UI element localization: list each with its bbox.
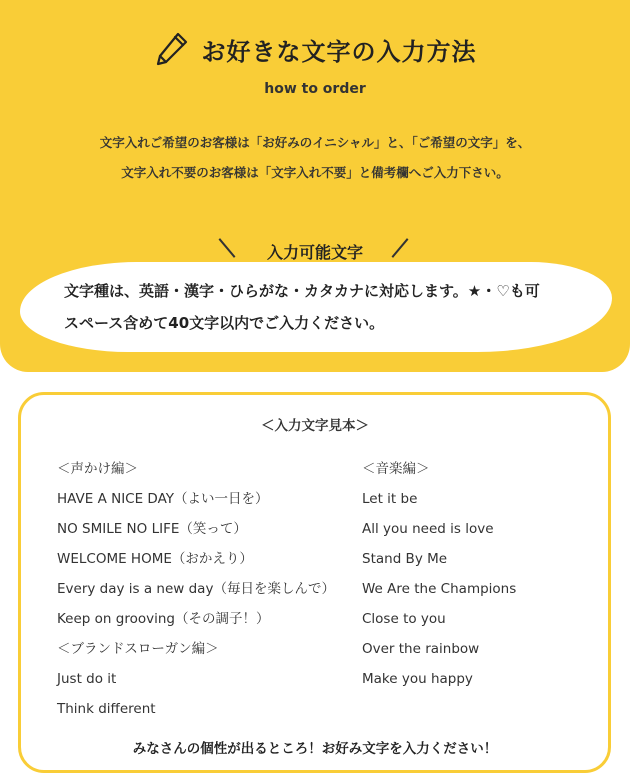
page-title: お好きな文字の入力方法 xyxy=(201,37,477,66)
sample-item: ＜音楽編＞ xyxy=(362,461,430,477)
closing-message: みなさんの個性が出るところ！お好み文字を入力ください！ xyxy=(132,741,498,757)
sample-item: Every day is a new day（毎日を楽しんで） xyxy=(57,581,335,597)
intro-text xyxy=(0,128,630,188)
sample-item: Over the rainbow xyxy=(362,641,480,657)
available-chars-bubble xyxy=(20,262,612,352)
sample-item: Keep on grooving（その調子！） xyxy=(57,611,270,627)
sample-item: Stand By Me xyxy=(362,551,448,567)
title-row xyxy=(0,30,630,68)
available-chars-heading: 入力可能文字 xyxy=(266,243,363,262)
sample-item: All you need is love xyxy=(362,521,494,537)
sample-list-left xyxy=(57,458,335,728)
sample-title: ＜入力文字見本＞ xyxy=(261,418,369,434)
sample-list-right xyxy=(362,458,516,698)
sample-item: We Are the Champions xyxy=(362,581,517,597)
page-subtitle: how to order xyxy=(264,81,366,97)
available-chars-line: スペース含めて40文字以内でご入力ください。 xyxy=(64,314,385,332)
sample-item: Make you happy xyxy=(362,671,473,687)
sample-item: Think different xyxy=(57,701,156,717)
sample-item: ＜ブランドスローガン編＞ xyxy=(57,641,219,657)
sample-item: HAVE A NICE DAY（よい一日を） xyxy=(57,491,269,507)
sample-item: Just do it xyxy=(57,671,117,687)
sample-item: NO SMILE NO LIFE（笑って） xyxy=(57,521,247,537)
sample-item: ＜声かけ編＞ xyxy=(57,461,138,477)
intro-line: 文字入れご希望のお客様は「お好みのイニシャル」と、「ご希望の文字」を、 xyxy=(99,135,531,150)
pencil-icon xyxy=(154,30,190,68)
available-chars-line: 文字種は、英語・漢字・ひらがな・カタカナに対応します。★・♡も可 xyxy=(64,282,540,300)
sample-item: Close to you xyxy=(362,611,446,627)
sample-item: WELCOME HOME（おかえり） xyxy=(57,551,253,567)
intro-line: 文字入れ不要のお客様は「文字入れ不要」と備考欄へご入力下さい。 xyxy=(121,165,509,180)
sample-item: Let it be xyxy=(362,491,418,507)
